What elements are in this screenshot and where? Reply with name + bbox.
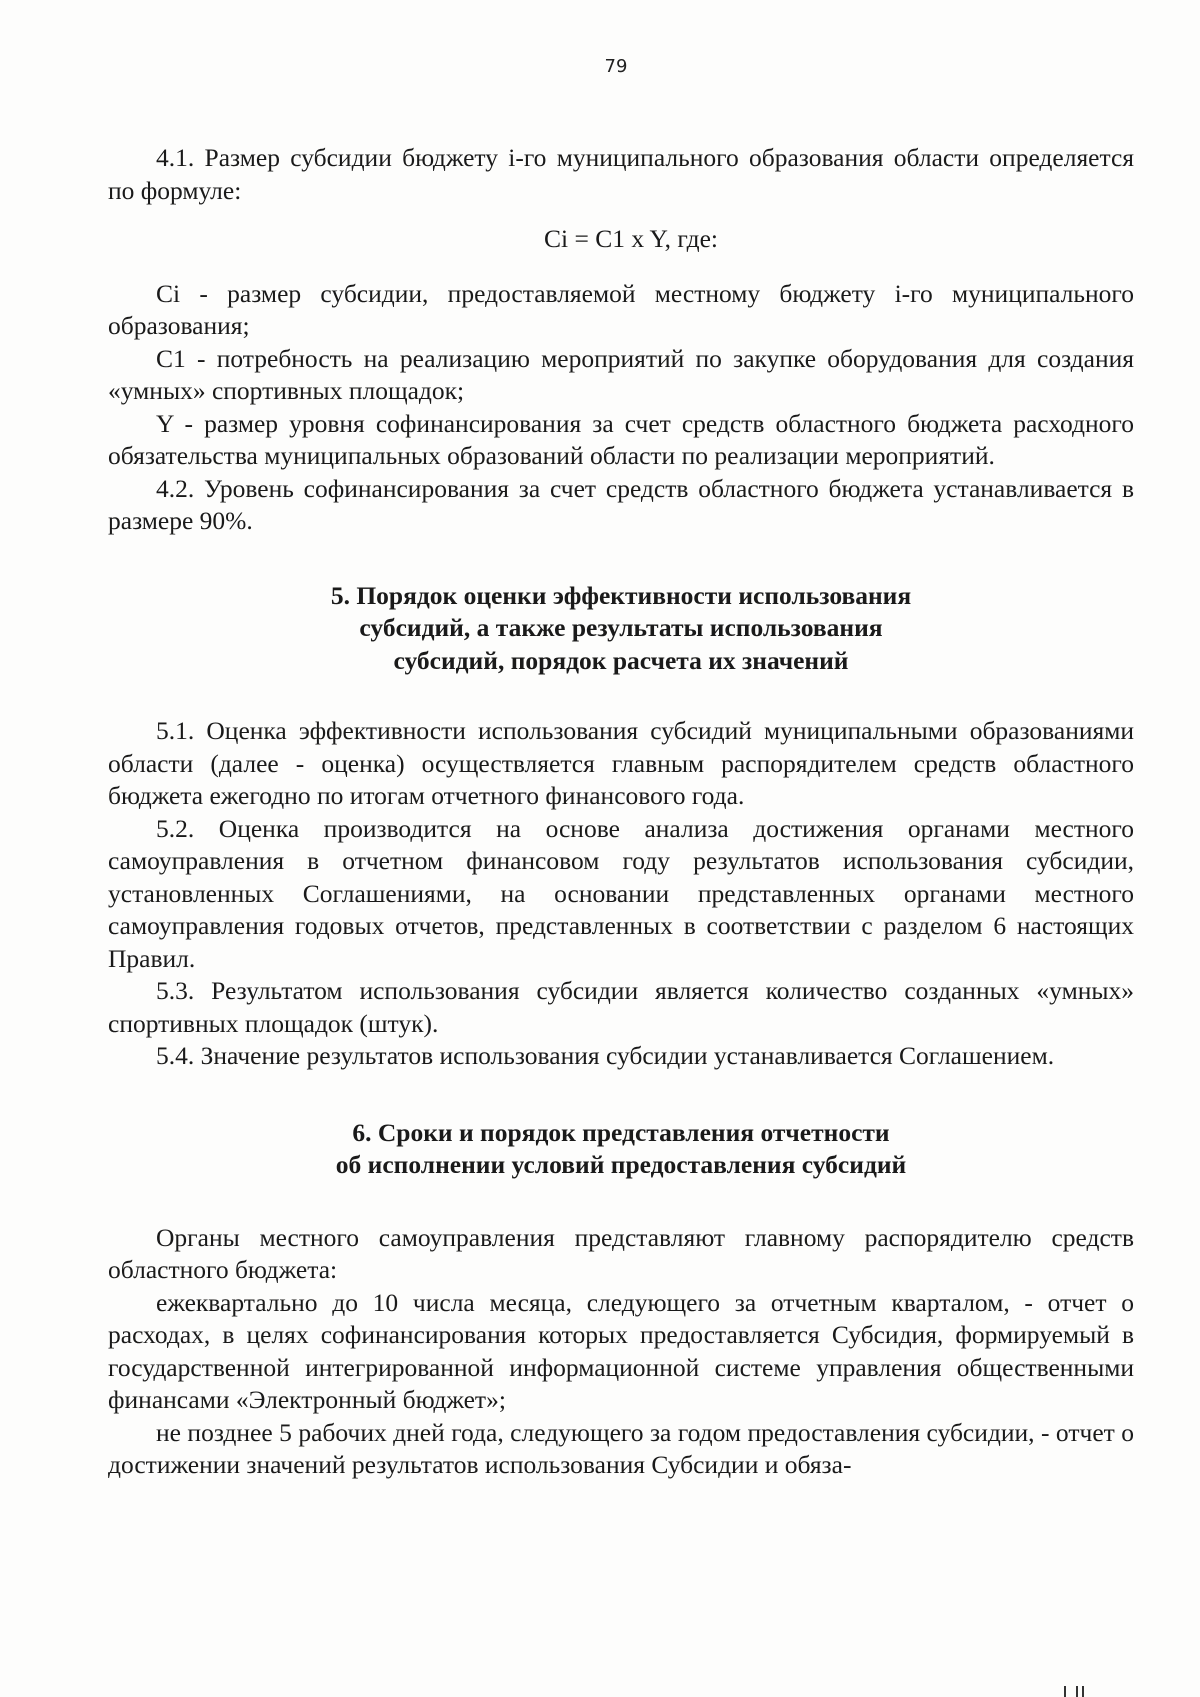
- paragraph-5-3: 5.3. Результатом использования субсидии является количество созданных «умных» спортивных площадок (штук).: [108, 976, 1134, 1038]
- definition-y: Y - размер уровня софинансирования за счет средств областного бюджета расходного обязательства муниципальных образований области по реализации мероприятий.: [108, 408, 1134, 470]
- paragraph-4-2: 4.2. Уровень софинансирования за счет средств областного бюджета устанавливается в размере 90%.: [108, 473, 1134, 535]
- paragraph-6-annual: не позднее 5 рабочих дней года, следующего за годом предоставления субсидии, - отчет о достижении значений результатов использования Субсидии и обяза-: [108, 1417, 1134, 1479]
- scan-edge-mark: [1064, 1685, 1090, 1697]
- section-5-heading-line: субсидий, а также результаты использования: [359, 613, 883, 642]
- formula: Ci = C1 x Y, где:: [544, 224, 718, 253]
- section-6-heading-line: 6. Сроки и порядок представления отчетности: [352, 1117, 890, 1147]
- paragraph-4-1: 4.1. Размер субсидии бюджету i-го муниципального образования области определяется по формуле:: [108, 143, 1134, 205]
- section-6-heading-line: об исполнении условий предоставления субсидий: [335, 1150, 907, 1179]
- page-number: 79: [604, 56, 628, 77]
- definition-ci: Ci - размер субсидии, предоставляемой местному бюджету i-го муниципального образования;: [108, 278, 1134, 340]
- paragraph-6-intro: Органы местного самоуправления представляют главному распорядителю средств областного бюджета:: [108, 1222, 1134, 1284]
- section-6-heading: [108, 1117, 1134, 1182]
- document-body: [108, 142, 1134, 1482]
- section-5-heading-line: 5. Порядок оценки эффективности использования: [330, 580, 912, 610]
- section-5-heading-line: субсидий, порядок расчета их значений: [393, 645, 849, 675]
- paragraph-5-2: 5.2. Оценка производится на основе анализа достижения органами местного самоуправления в отчетном финансовом году результатов использования субсидии, установленных Соглашениями, на основании представленных органами местного самоуправления годовых отчетов, представленных в соответствии с разделом 6 настоящих Правил.: [108, 813, 1134, 973]
- paragraph-5-4: 5.4. Значение результатов использования субсидии устанавливается Соглашением.: [156, 1041, 1055, 1070]
- section-5-heading: [108, 580, 1134, 678]
- paragraph-6-quarterly: ежеквартально до 10 числа месяца, следующего за отчетным кварталом, - отчет о расходах, в целях софинансирования которых предоставляется Субсидия, формируемый в государственной интегрированной информационной системе управления общественными финансами «Электронный бюджет»;: [108, 1287, 1134, 1414]
- paragraph-5-1: 5.1. Оценка эффективности использования субсидий муниципальными образованиями области (далее - оценка) осуществляется главным распорядителем средств областного бюджета ежегодно по итогам отчетного финансового года.: [108, 716, 1134, 810]
- definition-c1: C1 - потребность на реализацию мероприятий по закупке оборудования для создания «умных» спортивных площадок;: [108, 343, 1134, 405]
